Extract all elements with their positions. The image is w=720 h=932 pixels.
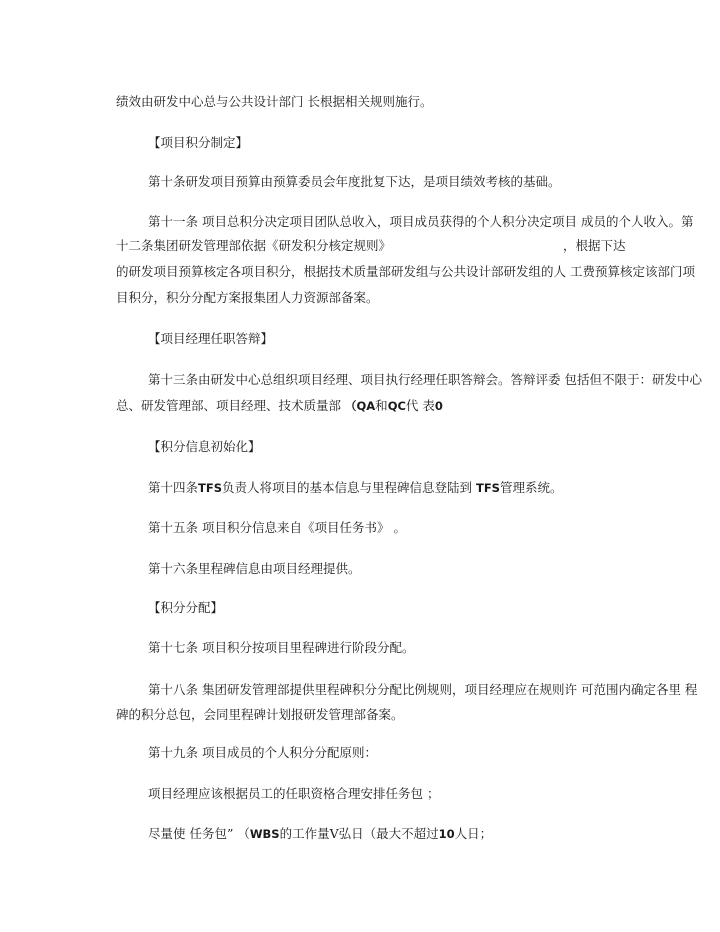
article-13-line-2: 总、研发管理部、项目经理、技术质量部 （QA和QC代 表0 <box>116 398 443 413</box>
article-15: 第十五条 项目积分信息来自《项目任务书》 。 <box>148 520 406 535</box>
list-item: 尽量使 任务包” （WBS的工作量V弘日（最大不超过10人日； <box>148 826 493 841</box>
section-heading: 【积分分配】 <box>148 600 224 615</box>
article-12-line-2: 的研发项目预算核定各项目积分，根据技术质量部研发组与公共设计部研发组的人 工费预算核定该部门项 <box>116 264 695 279</box>
article-10: 第十条研发项目预算由预算委员会年度批复下达，是项目绩效考核的基础。 <box>148 174 561 189</box>
article-12-line-1-tail: ，根据下达 <box>563 238 626 253</box>
section-heading: 【积分信息初始化】 <box>148 439 261 454</box>
article-18-line-2: 碑的积分总包，会同里程碑计划报研发管理部备案。 <box>116 707 404 722</box>
article-18-line-1: 第十八条 集团研发管理部提供里程碑积分分配比例规则，项目经理应在规则许 可范围内确定各里 程 <box>148 682 698 697</box>
section-heading: 【项目经理任职答辩】 <box>148 331 274 346</box>
paragraph-line: 绩效由研发中心总与公共设计部门 长根据相关规则施行。 <box>116 94 433 109</box>
article-14: 第十四条TFS负责人将项目的基本信息与里程碑信息登陆到 TFS管理系统。 <box>148 480 563 495</box>
list-item: 项目经理应该根据员工的任职资格合理安排任务包 ； <box>148 786 440 801</box>
article-13-line-1: 第十三条由研发中心总组织项目经理、项目执行经理任职答辩会。答辩评委 包括但不限于：研发中心 <box>148 372 702 387</box>
article-12-line-3: 目积分，积分分配方案报集团人力资源部备案。 <box>116 290 379 305</box>
article-11-line-1: 第十一条 项目总积分决定项目团队总收入，项目成员获得的个人积分决定项目 成员的个人收入。第 <box>148 214 694 229</box>
article-16: 第十六条里程碑信息由项目经理提供。 <box>148 561 361 576</box>
article-17: 第十七条 项目积分按项目里程碑进行阶段分配。 <box>148 640 415 655</box>
article-19: 第十九条 项目成员的个人积分分配原则： <box>148 745 377 760</box>
section-heading: 【项目积分制定】 <box>148 135 249 150</box>
article-12-line-1: 十二条集团研发管理部依据《研发积分核定规则》 <box>116 238 392 253</box>
